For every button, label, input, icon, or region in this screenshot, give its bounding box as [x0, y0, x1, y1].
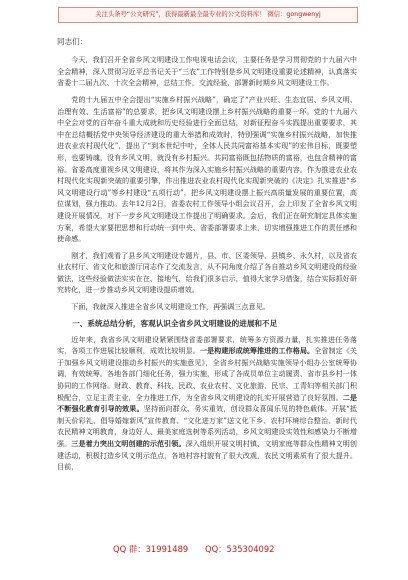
paragraph-progress	[57, 334, 357, 473]
qq-group-number: QQ 群：31991489	[113, 544, 189, 554]
paragraph-background: 党的十九届五中全会提出“实施乡村振兴战略”，确定了“产业兴旺、生态宜居、乡风文明、治理有效、生活富裕”的总要求，把乡风文明建设摆上乡村振兴战略的重要一环。党的十九届六中全会对党的百年奋斗重大成就和历史经验进行全面总结，对新征程奋斗实践提出重要要求，其中在总结概括党中央领导经济建设的重大举措和成效时，特别强调“实施乡村振兴战略，加快推进农业农村现代化”，提出了“到本世纪中叶，全体人民共同富裕基本实现”的宏伟目标，既要塑形，也要铸魂，没有乡风文明，就没有乡村振兴。共同富裕既包括物质的富裕，也包含精神的富裕。省委高度重视乡风文明建设，将其作为深入实施乡村振兴战略的重要内容。作为推进农业农村现代化实现新突破的重要引擎，作出推进农业农村现代化实现新突破的《决定》扎实推进“乡风文明建设行动”等乡村建设“五项行动”，把乡风文明建设摆上振兴高质量发展的重要位置，高位谋划，强力推动。去年12月2日，省委农村工作领导小组会议召开，会上印发了全省乡风文明建设开展情况，对下一步乡风文明建设工作提出了明确要求。会后，我们正在研究制定具体实施方案，希望大家要把思想和行动统一到中央、省委部署要求上来，切实增强推进工作的责任感和使命感。	[57, 94, 357, 244]
point-2-label: 二是不断强化教育引导的效果。	[57, 392, 357, 414]
section-heading-1	[57, 318, 357, 330]
paragraph-exchange: 刚才，我们观看了县乡风文明建设专题片，县、市、区委领导、县镇乡、永久村，以及省农业农村厅、省文化和旅游厅同志作了交流发言，从不同角度介绍了各自推动乡风文明建设的经验做法，这些经验做法实实在在、接地气，给我们很多启示，值得大家学习借鉴，结合实际抓好研究转化，进一步推动乡风文明建设提质增效。	[57, 250, 357, 295]
progress-intro: 近年来，我省乡风文明建设紧紧围绕省委部署要求，统筹多方资源力量，扎实推进任务落实，各项工作进展比较顺利，成效比较明显。	[57, 334, 357, 356]
point-3-label: 三是着力突出文明创建的示范引领。	[71, 439, 186, 449]
salutation: 同志们：	[57, 37, 88, 46]
section-heading-text: 一、系统总结分析，客观认识全省乡风文明建设的进展和不足	[72, 318, 278, 328]
paragraph-opening: 今天，我们召开全省乡风文明建设工作电视电话会议，主要任务是学习贯彻党的十九届六中全会精神，深入贯彻习近平总书记关于“三农”工作特别是乡风文明建设重要论述精神，认真落实省委十二届九次、十次全会精神，总结工作，交流经验，部署新时期乡风文明建设工作。	[57, 55, 357, 88]
point-2-text: 坚持面向群众、务实重效，创设群众喜闻乐见的特色载体。开展“抵制天价彩礼、倡导婚嫁新风”宣传教育、“文化进万家”送文化下乡、农村环境综合整治、新时代农民精神文明教育，身边好人、最美家庭选树等系列活动，乡风文明建设实效性和感染力不断增强。	[57, 404, 357, 449]
document-body	[57, 36, 357, 536]
top-banner: 关注头条号“公文研究”，获得最新最全最专业的公文资料库！ 微信：gongwenyj	[58, 7, 358, 23]
paragraph-transition: 下面，我就深入推进全省乡风文明建设工作，再强调三点意见。	[71, 302, 270, 312]
qq-number: QQ：535304092	[205, 544, 275, 554]
footer	[0, 543, 408, 557]
point-1-label: 一是构建形成统筹推进的工作格局。	[199, 346, 315, 356]
point-3-text: 深入组织开展文明村镇、文明家庭等群众性精神文明创建活动，积极打造乡风文明示范点，各地村容村貌有了很大改观，农民文明素质有了很大提升。目前，	[57, 439, 357, 472]
point-1-text: 全省制定《关于加强乡风文明建设推动乡村振兴的实施意见》，全省乡村振兴战略实施领导小组办公室统筹协调，有效统筹。各地各部门细化任务，强力实施，形成了各成员单位主动履责、省市县乡村一体协同的工作网络。财政、教育、科技、民政、农业农村、文化旅游、民宗、工青妇等相关部门积极配合，立足主责主业，全力推进工作，为全省乡风文明建设的扎实开展营造了良好氛围。	[57, 346, 357, 402]
